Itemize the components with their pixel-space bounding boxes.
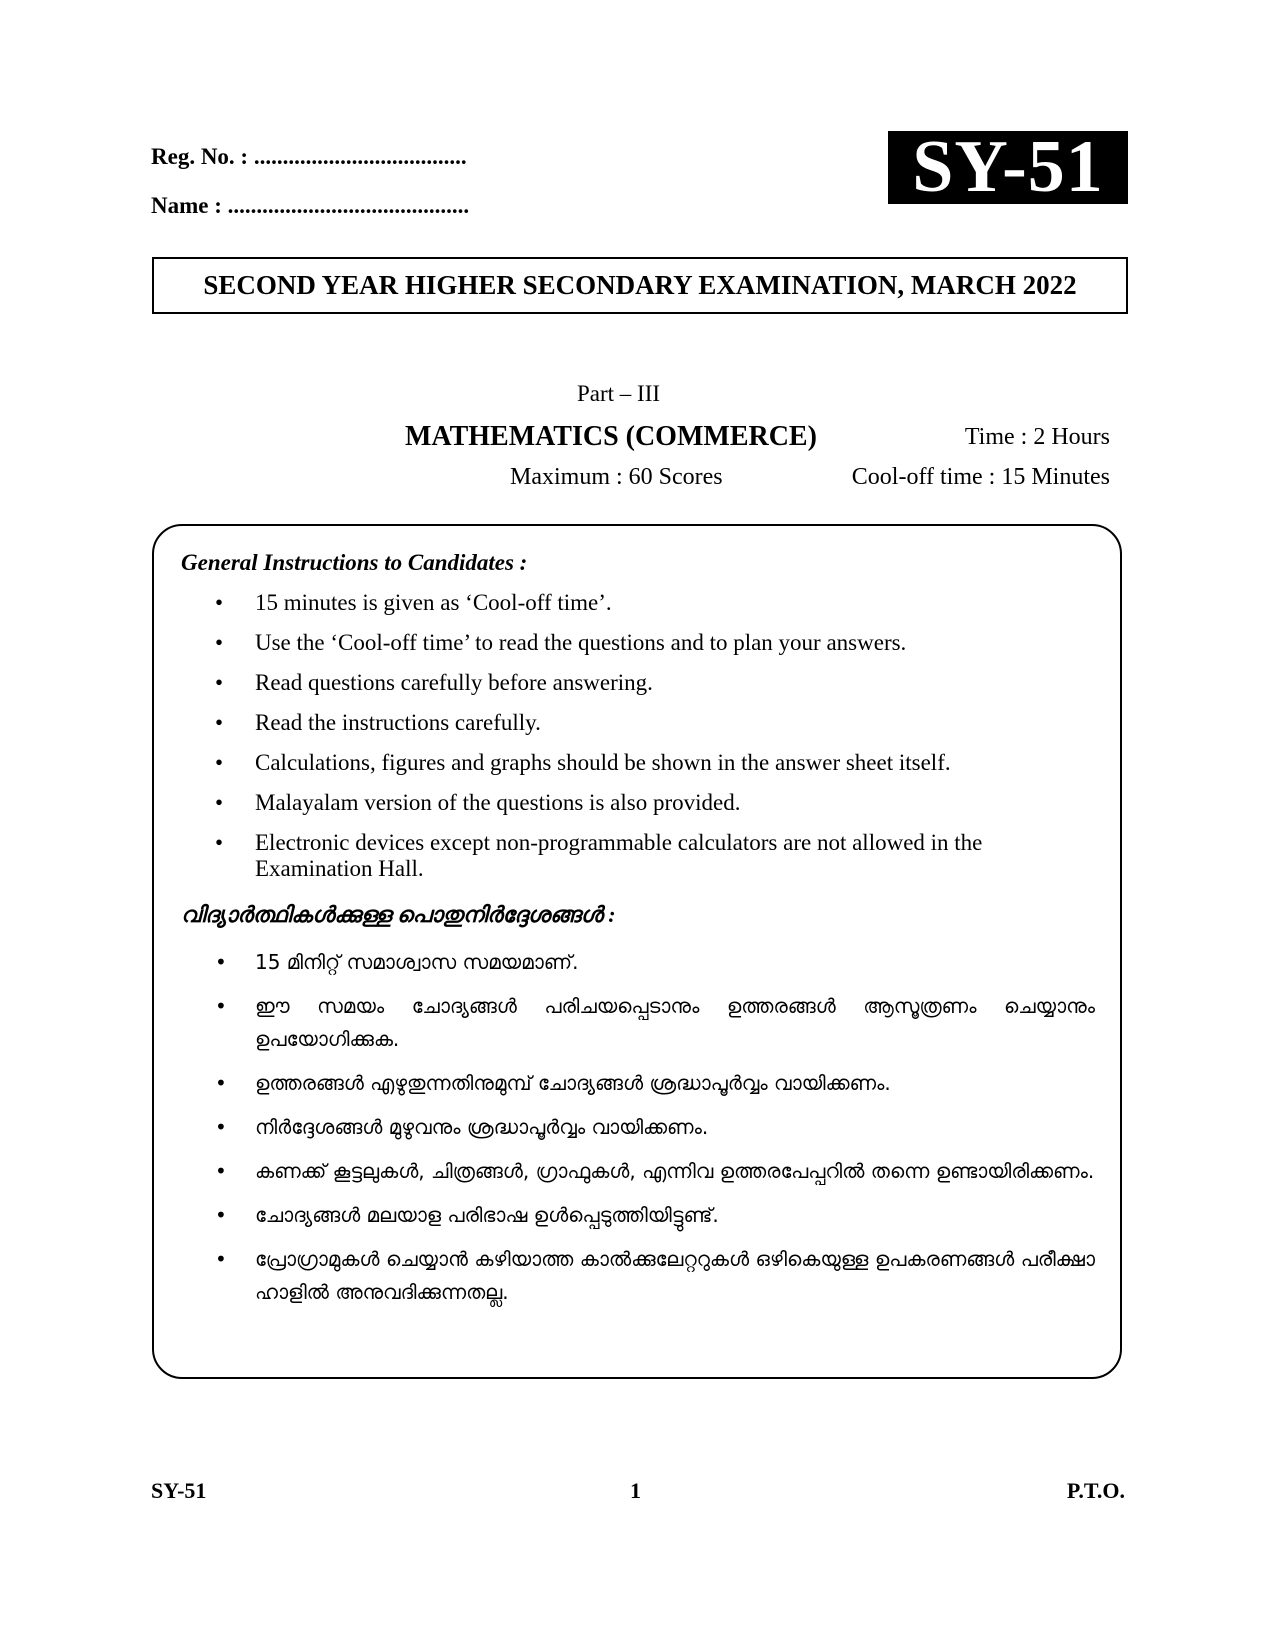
time-label: Time : 2 Hours: [964, 424, 1110, 450]
instructions-list-malayalam: [215, 946, 1095, 1320]
list-item-text: Read questions carefully before answering.: [255, 670, 653, 695]
list-item: [215, 670, 1095, 696]
list-item: [215, 990, 1095, 1056]
bullet-icon: •: [215, 750, 224, 775]
bullet-icon: •: [215, 710, 224, 735]
list-item: [215, 830, 1095, 882]
list-item-text: 15 മിനിറ്റ് സമാശ്വാസ സമയമാണ്.: [255, 950, 579, 974]
list-item-text: ഈ സമയം ചോദ്യങ്ങൾ പരിചയപ്പെടാനും ഉത്തരങ്ങൾ ആസൂത്രണം ചെയ്യാനും ഉപയോഗിക്കുക.: [255, 994, 1095, 1051]
list-item-text: Read the instructions carefully.: [255, 710, 541, 735]
list-item-text: ചോദ്യങ്ങൾ മലയാള പരിഭാഷ ഉൾപ്പെടുത്തിയിട്ടുണ്ട്.: [255, 1203, 719, 1227]
bullet-icon: •: [215, 1115, 227, 1139]
bullet-icon: •: [215, 950, 227, 974]
exam-title: SECOND YEAR HIGHER SECONDARY EXAMINATION, MARCH 2022: [152, 257, 1128, 314]
list-item: [215, 1199, 1095, 1232]
name-field: Name : ..........................................: [151, 193, 470, 218]
cool-off-label: Cool-off time : 15 Minutes: [851, 464, 1110, 490]
paper-code-badge: SY-51: [888, 131, 1128, 204]
bullet-icon: •: [215, 1247, 227, 1271]
bullet-icon: •: [215, 1159, 227, 1183]
part-label: Part – III: [577, 381, 661, 406]
list-item-text: നിർദ്ദേശങ്ങൾ മുഴുവനും ശ്രദ്ധാപൂർവ്വം വായിക്കണം.: [255, 1115, 709, 1139]
instructions-heading-malayalam: വിദ്യാർത്ഥികൾക്കുള്ള പൊതുനിർദ്ദേശങ്ങൾ :: [181, 902, 616, 927]
bullet-icon: •: [215, 790, 224, 815]
list-item-text: Use the ‘Cool-off time’ to read the questions and to plan your answers.: [255, 630, 907, 655]
bullet-icon: •: [215, 1203, 227, 1227]
list-item-text: കണക്ക് കൂട്ടലുകൾ, ചിത്രങ്ങൾ, ഗ്രാഫുകൾ, എന്നിവ ഉത്തരപേപ്പറിൽ തന്നെ ഉണ്ടായിരിക്കണം.: [255, 1159, 1095, 1183]
bullet-icon: •: [215, 670, 224, 695]
page-number: 1: [630, 1478, 641, 1503]
bullet-icon: •: [215, 994, 227, 1018]
list-item-text: Electronic devices except non-programmable calculators are not allowed in the Examination Hall.: [255, 830, 983, 881]
subject-title: MATHEMATICS (COMMERCE): [405, 421, 817, 452]
pto-label: P.T.O.: [1066, 1478, 1125, 1503]
bullet-icon: •: [215, 1071, 227, 1095]
list-item: [215, 750, 1095, 776]
list-item-text: Malayalam version of the questions is also provided.: [255, 790, 741, 815]
list-item-text: ഉത്തരങ്ങൾ എഴുതുന്നതിനുമുമ്പ് ചോദ്യങ്ങൾ ശ്രദ്ധാപൂർവ്വം വായിക്കണം.: [255, 1071, 891, 1095]
list-item: [215, 1111, 1095, 1144]
list-item: [215, 710, 1095, 736]
bullet-icon: •: [215, 630, 224, 655]
bullet-icon: •: [215, 590, 224, 615]
bullet-icon: •: [215, 830, 224, 855]
instructions-heading-english: General Instructions to Candidates :: [181, 550, 528, 575]
list-item: [215, 630, 1095, 656]
list-item-text: Calculations, figures and graphs should be shown in the answer sheet itself.: [255, 750, 951, 775]
max-score-label: Maximum : 60 Scores: [510, 464, 723, 490]
list-item: [215, 1243, 1095, 1309]
list-item: [215, 1067, 1095, 1100]
instructions-list-english: [215, 590, 1095, 896]
list-item: [215, 790, 1095, 816]
list-item: [215, 946, 1095, 979]
list-item: [215, 1155, 1095, 1188]
list-item-text: പ്രോഗ്രാമുകൾ ചെയ്യാൻ കഴിയാത്ത കാൽക്കുലേറ്ററുകൾ ഒഴികെയുള്ള ഉപകരണങ്ങൾ പരീക്ഷാ ഹാളിൽ അനുവദിക്കുന്നതല്ല.: [255, 1247, 1095, 1304]
list-item-text: 15 minutes is given as ‘Cool-off time’.: [255, 590, 612, 615]
list-item: [215, 590, 1095, 616]
reg-no-field: Reg. No. : .....................................: [151, 144, 467, 169]
footer-paper-code: SY-51: [151, 1478, 207, 1503]
